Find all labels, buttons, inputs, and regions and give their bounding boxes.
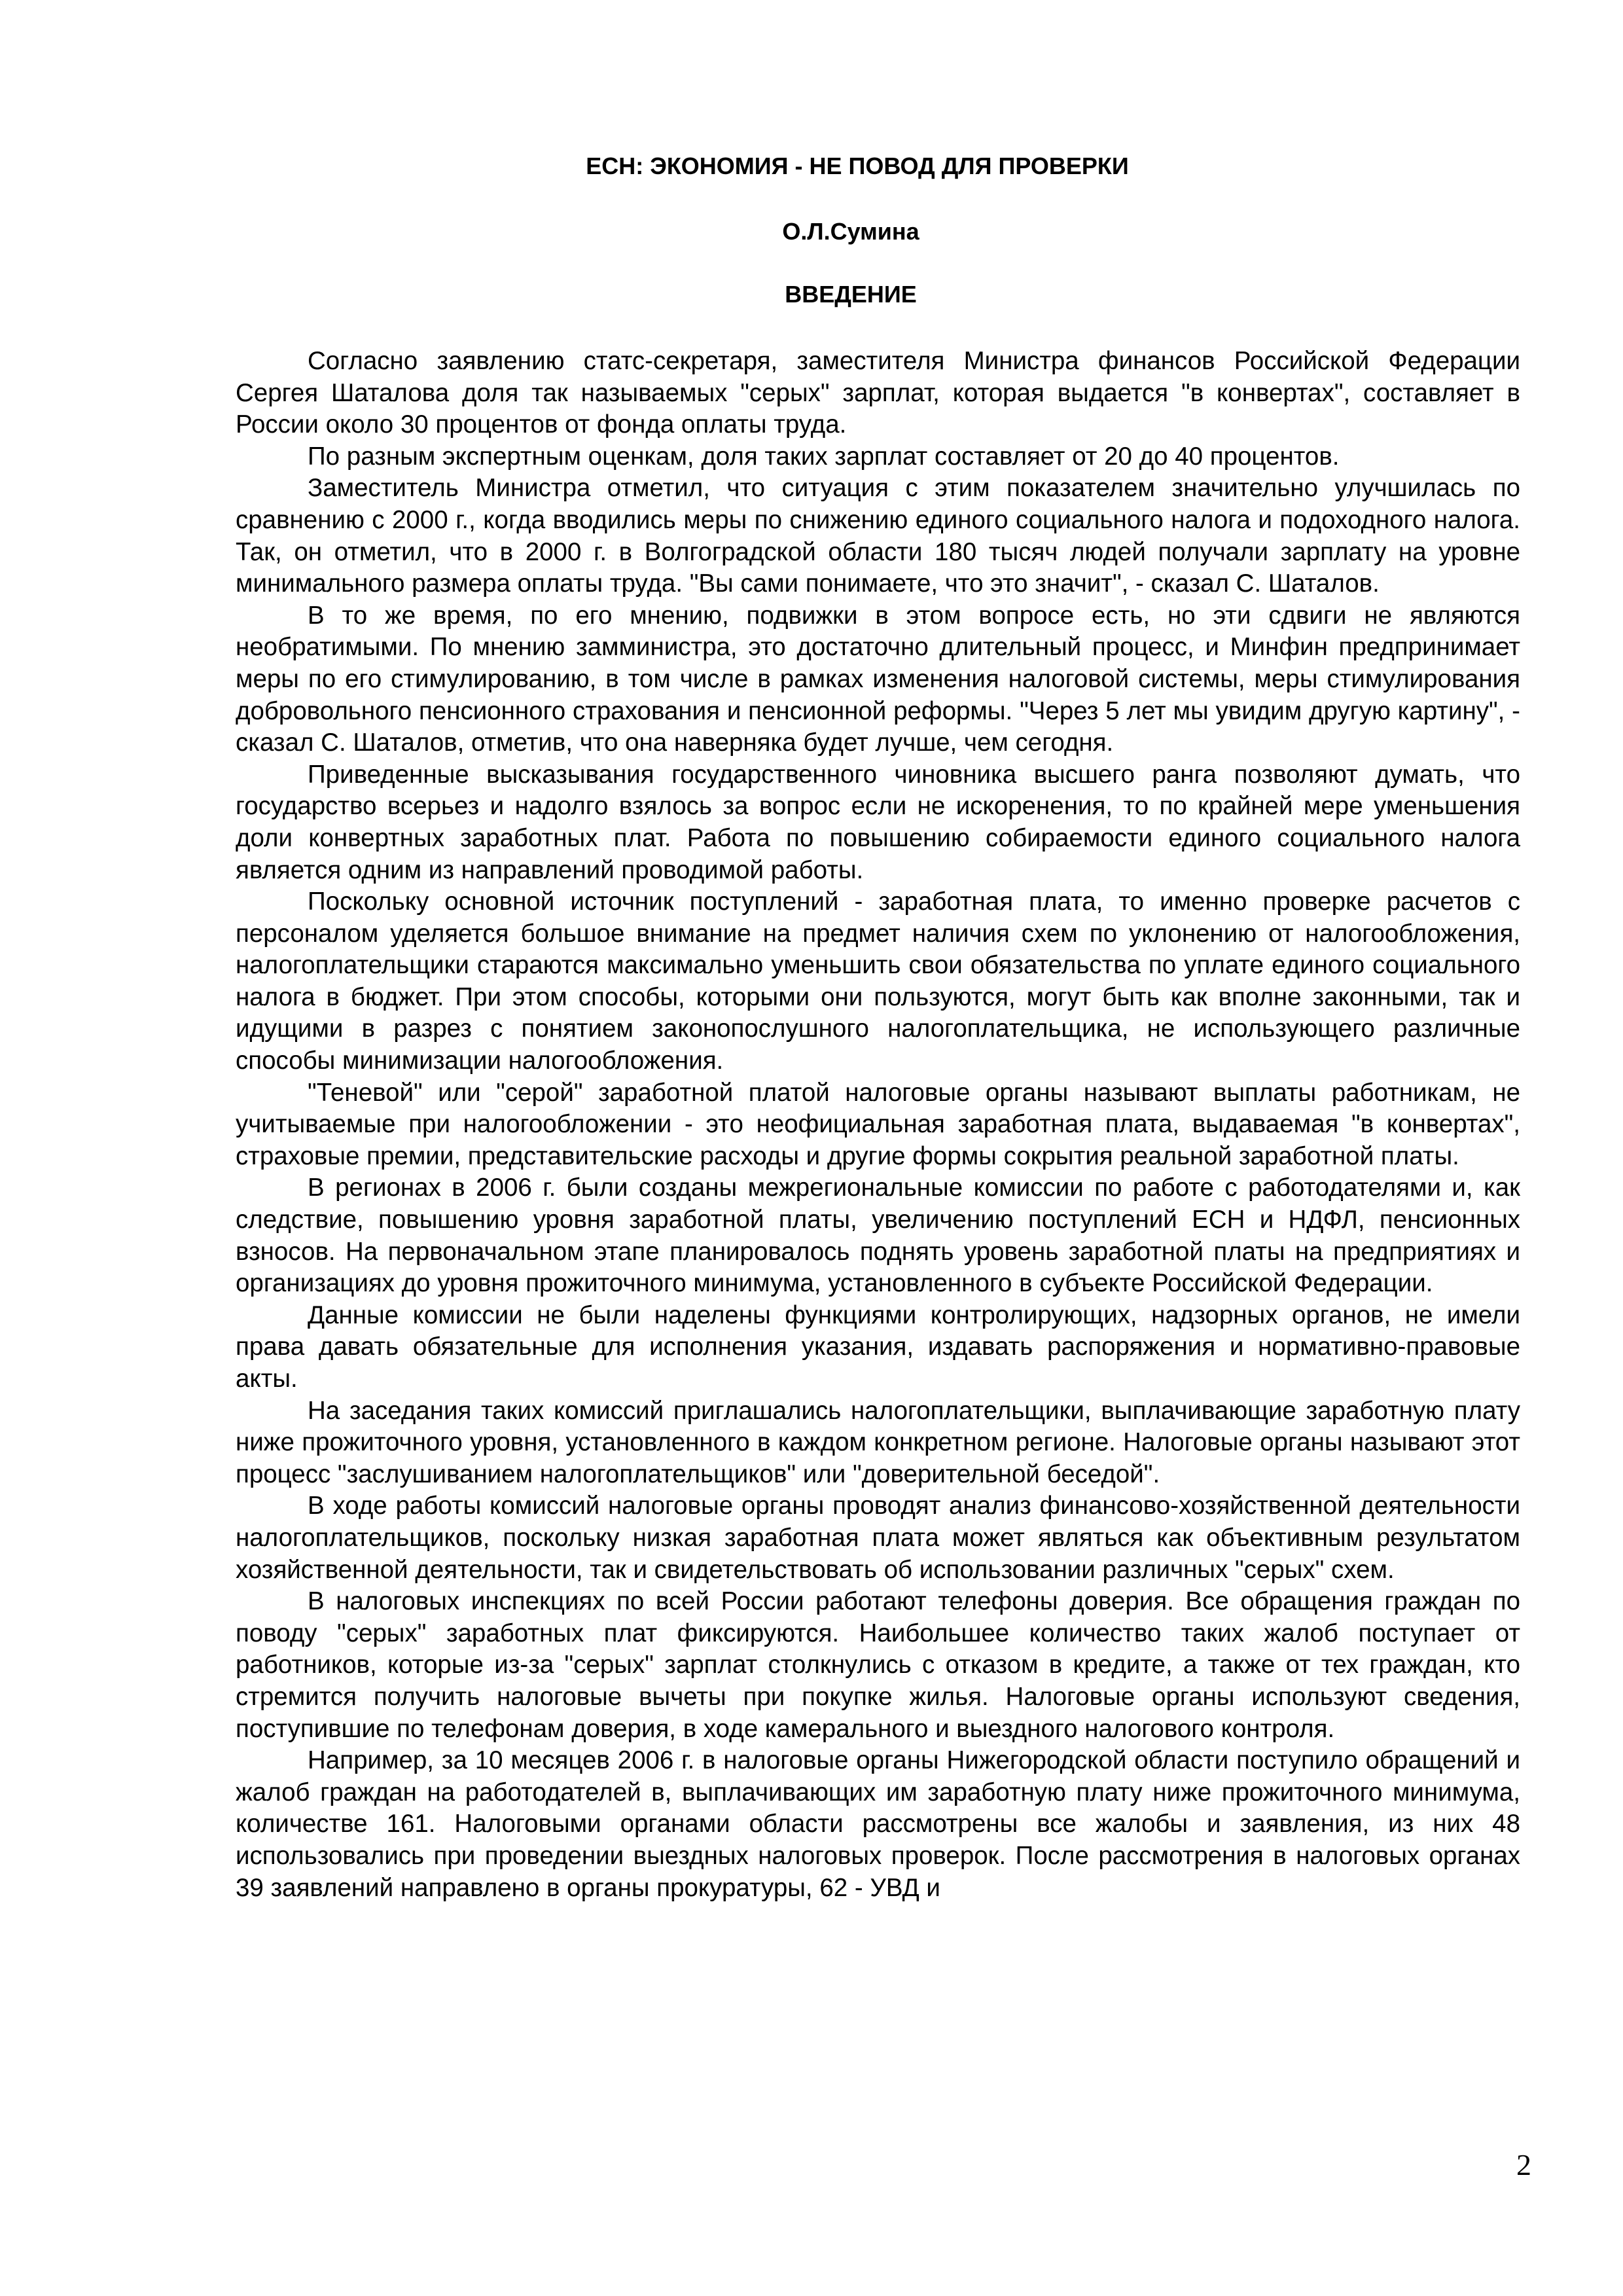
paragraph: В регионах в 2006 г. были созданы межрегиональные комиссии по работе с работодателями и, как следствие, повышению уровня заработной платы, увеличению поступлений ЕСН и НДФЛ, пенсионных взносов. На первоначальном этапе планировалось поднять уровень заработной платы на предприятиях и организациях до уровня прожиточного минимума, установленного в субъекте Российской Федерации. [236,1174,1520,1298]
paragraph: Заместитель Министра отметил, что ситуация с этим показателем значительно улучшилась по сравнению с 2000 г., когда вводились меры по снижению единого социального налога и подоходного налога. Так, он отметил, что в 2000 г. в Волгоградской области 180 тысяч людей получали зарплату на уровне минимального размера оплаты труда. "Вы сами понимаете, что это значит", - сказал С. Шаталов. [236,474,1520,598]
section-heading: ВВЕДЕНИЕ [785,281,917,308]
document-title: ЕСН: ЭКОНОМИЯ - НЕ ПОВОД ДЛЯ ПРОВЕРКИ [586,152,1129,179]
page-number: 2 [1516,2148,1531,2181]
paragraph: В налоговых инспекциях по всей России работают телефоны доверия. Все обращения граждан по поводу "серых" заработных плат фиксируются. Наибольшее количество таких жалоб поступает от работников, которые из-за "серых" зарплат столкнулись с отказом в кредите, а также от тех граждан, кто стремится получить налоговые вычеты при покупке жилья. Налоговые органы используют сведения, поступившие по телефонам доверия, в ходе камерального и выездного налогового контроля. [236,1587,1520,1743]
paragraph: В то же время, по его мнению, подвижки в этом вопросе есть, но эти сдвиги не являются необратимыми. По мнению замминистра, это достаточно длительный процесс, и Минфин предпринимает меры по его стимулированию, в том числе в рамках изменения налоговой системы, меры стимулирования добровольного пенсионного страхования и пенсионной реформы. "Через 5 лет мы увидим другую картину", - сказал С. Шаталов, отметив, что она наверняка будет лучше, чем сегодня. [236,601,1520,757]
paragraph: Приведенные высказывания государственного чиновника высшего ранга позволяют думать, что государство всерьез и надолго взялось за вопрос если не искоренения, то по крайней мере уменьшения доли конвертных заработных плат. Работа по повышению собираемости единого социального налога является одним из направлений проводимой работы. [236,760,1520,884]
paragraph: "Теневой" или "серой" заработной платой налоговые органы называют выплаты работникам, не учитываемые при налогообложении - это неофициальная заработная плата, выдаваемая "в конвертах", страховые премии, представительские расходы и другие формы сокрытия реальной заработной платы. [236,1078,1520,1170]
paragraph: Данные комиссии не были наделены функциями контролирующих, надзорных органов, не имели права давать обязательные для исполнения указания, издавать распоряжения и нормативно-правовые акты. [236,1300,1520,1393]
paragraph: Поскольку основной источник поступлений - заработная плата, то именно проверке расчетов с персоналом уделяется большое внимание на предмет наличия схем по уклонению от налогообложения, налогоплательщики стараются максимально уменьшить свои обязательства по уплате единого социального налога в бюджет. При этом способы, которыми они пользуются, могут быть как вполне законными, так и идущими в разрез с понятием законопослушного налогоплательщика, не использующего различные способы минимизации налогообложения. [236,888,1520,1075]
paragraph: Согласно заявлению статс-секретаря, заместителя Министра финансов Российской Федерации Сергея Шаталова доля так называемых "серых" зарплат, которая выдается "в конвертах", составляет в России около 30 процентов от фонда оплаты труда. [236,347,1520,439]
paragraph: В ходе работы комиссий налоговые органы проводят анализ финансово-хозяйственной деятельности налогоплательщиков, поскольку низкая заработная плата может являться как объективным результатом хозяйственной деятельности, так и свидетельствовать об использовании различных "серых" схем. [236,1492,1520,1584]
paragraph: На заседания таких комиссий приглашались налогоплательщики, выплачивающие заработную плату ниже прожиточного уровня, установленного в каждом конкретном регионе. Налоговые органы называют этот процесс "заслушиванием налогоплательщиков" или "доверительной беседой". [236,1396,1520,1488]
document-body [236,346,1520,1904]
paragraph: Например, за 10 месяцев 2006 г. в налоговые органы Нижегородской области поступило обращений и жалоб граждан на работодателей в, выплачивающих им заработную плату ниже прожиточного минимума, количестве 161. Налоговыми органами области рассмотрены все жалобы и заявления, из них 48 использовались при проведении выездных налоговых проверок. После рассмотрения в налоговых органах 39 заявлений направлено в органы прокуратуры, 62 - УВД и [236,1746,1520,1902]
paragraph: По разным экспертным оценкам, доля таких зарплат составляет от 20 до 40 процентов. [308,442,1340,471]
author-name: О.Л.Сумина [782,218,919,245]
